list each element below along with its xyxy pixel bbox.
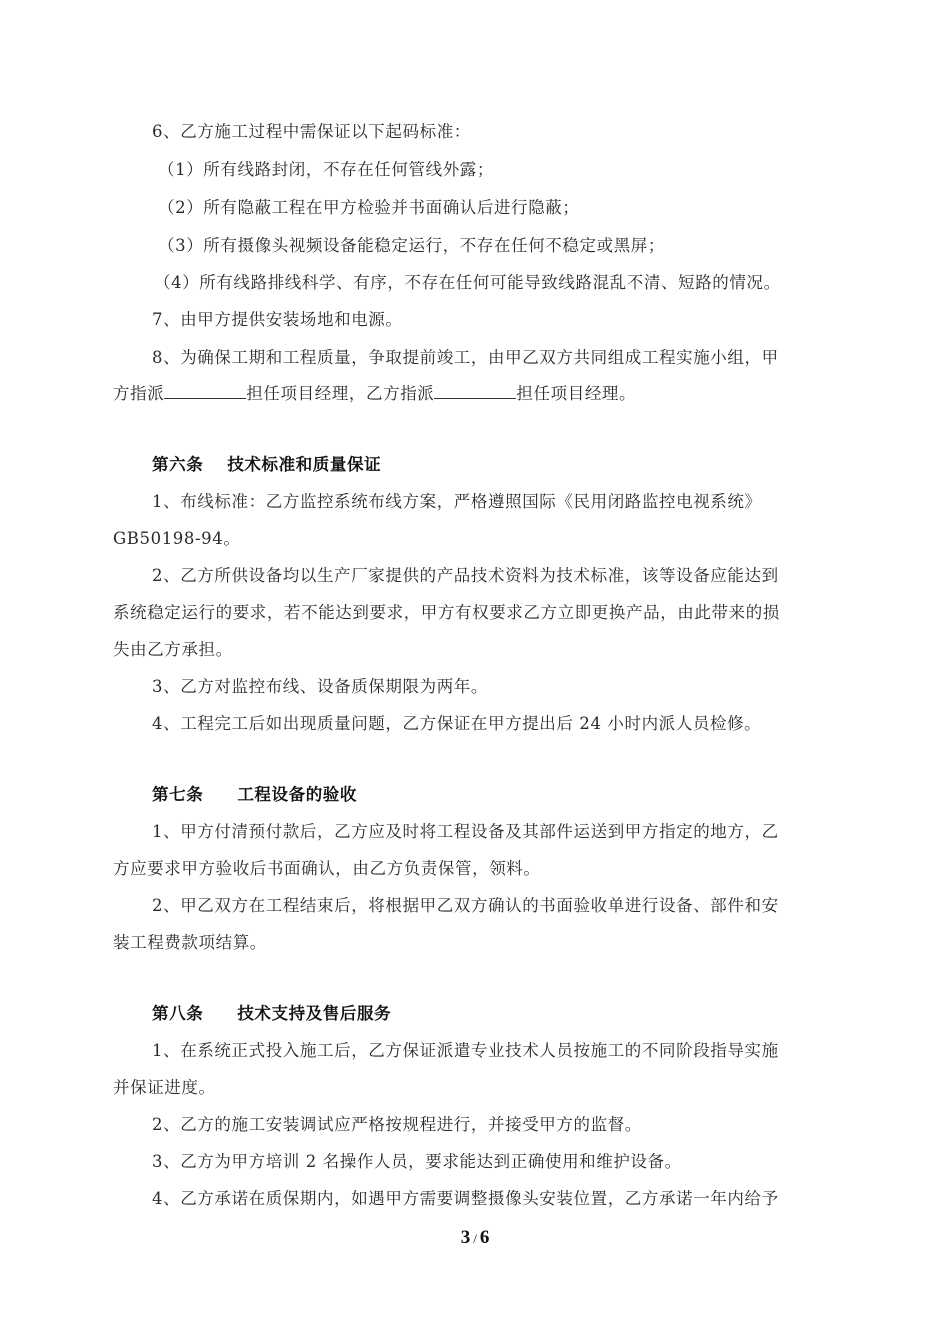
section-8-p1-line-1: 1、在系统正式投入施工后，乙方保证派遣专业技术人员按施工的不同阶段指导实施 [152,1041,779,1060]
clause-6-item-4: （4）所有线路排线科学、有序，不存在任何可能导致线路混乱不清、短路的情况。 [154,273,781,292]
section-6-p1-line-1: 1、布线标准：乙方监控系统布线方案，严格遵照国际《民用闭路监控电视系统》 [152,492,762,511]
clause-8-line-2 [113,384,838,404]
clause-8-text-b: 担任项目经理，乙方指派 [246,384,435,403]
clause-6-intro: 6、乙方施工过程中需保证以下起码标准： [152,122,471,141]
section-6-heading [152,455,877,475]
section-7-number: 第七条 [152,785,204,804]
party-b-manager-blank[interactable] [434,384,516,399]
clause-8-text-c: 担任项目经理。 [516,384,637,403]
section-6-p1-line-2: GB50198-94。 [113,529,241,548]
page-separator: / [473,1231,477,1246]
section-6-p2-line-3: 失由乙方承担。 [113,640,233,659]
section-8-p1-line-2: 并保证进度。 [113,1078,216,1097]
section-6-title: 技术标准和质量保证 [227,455,382,474]
clause-6-item-2: （2）所有隐蔽工程在甲方检验并书面确认后进行隐蔽； [158,198,580,217]
section-7-p2-line-1: 2、甲乙双方在工程结束后，将根据甲乙双方确认的书面验收单进行设备、部件和安 [152,896,779,915]
section-7-heading [152,785,877,805]
clause-8-line-1: 8、为确保工期和工程质量，争取提前竣工，由甲乙双方共同组成工程实施小组，甲 [152,348,779,367]
clause-7: 7、由甲方提供安装场地和电源。 [152,310,403,329]
section-7-title: 工程设备的验收 [237,785,358,804]
section-8-title: 技术支持及售后服务 [237,1004,392,1023]
section-6-p2-line-2: 系统稳定运行的要求，若不能达到要求，甲方有权要求乙方立即更换产品，由此带来的损 [113,603,780,622]
section-7-p1-line-2: 方应要求甲方验收后书面确认，由乙方负责保管，领料。 [113,859,541,878]
section-7-p2-line-2: 装工程费款项结算。 [113,933,267,952]
section-8-p3: 3、乙方为甲方培训 2 名操作人员，要求能达到正确使用和维护设备。 [152,1152,682,1171]
clause-6-item-1: （1）所有线路封闭，不存在任何管线外露； [158,160,494,179]
section-6-p4: 4、工程完工后如出现质量问题，乙方保证在甲方提出后 24 小时内派人员检修。 [152,714,762,733]
section-6-number: 第六条 [152,455,204,474]
section-7-p1-line-1: 1、甲方付清预付款后，乙方应及时将工程设备及其部件运送到甲方指定的地方，乙 [152,822,779,841]
clause-6-item-3: （3）所有摄像头视频设备能稳定运行，不存在任何不稳定或黑屏； [158,236,665,255]
clause-8-text-a: 方指派 [113,384,165,403]
section-8-p4: 4、乙方承诺在质保期内，如遇甲方需要调整摄像头安装位置，乙方承诺一年内给予 [152,1189,779,1208]
section-8-heading [152,1004,877,1024]
total-pages: 6 [479,1227,490,1248]
section-8-number: 第八条 [152,1004,204,1023]
section-6-p3: 3、乙方对监控布线、设备质保期限为两年。 [152,677,488,696]
section-6-p2-line-1: 2、乙方所供设备均以生产厂家提供的产品技术资料为技术标准，该等设备应能达到 [152,566,779,585]
current-page: 3 [460,1227,471,1248]
section-8-p2: 2、乙方的施工安装调试应严格按规程进行，并接受甲方的监督。 [152,1115,642,1134]
page-number [0,1227,950,1249]
party-a-manager-blank[interactable] [164,384,246,399]
